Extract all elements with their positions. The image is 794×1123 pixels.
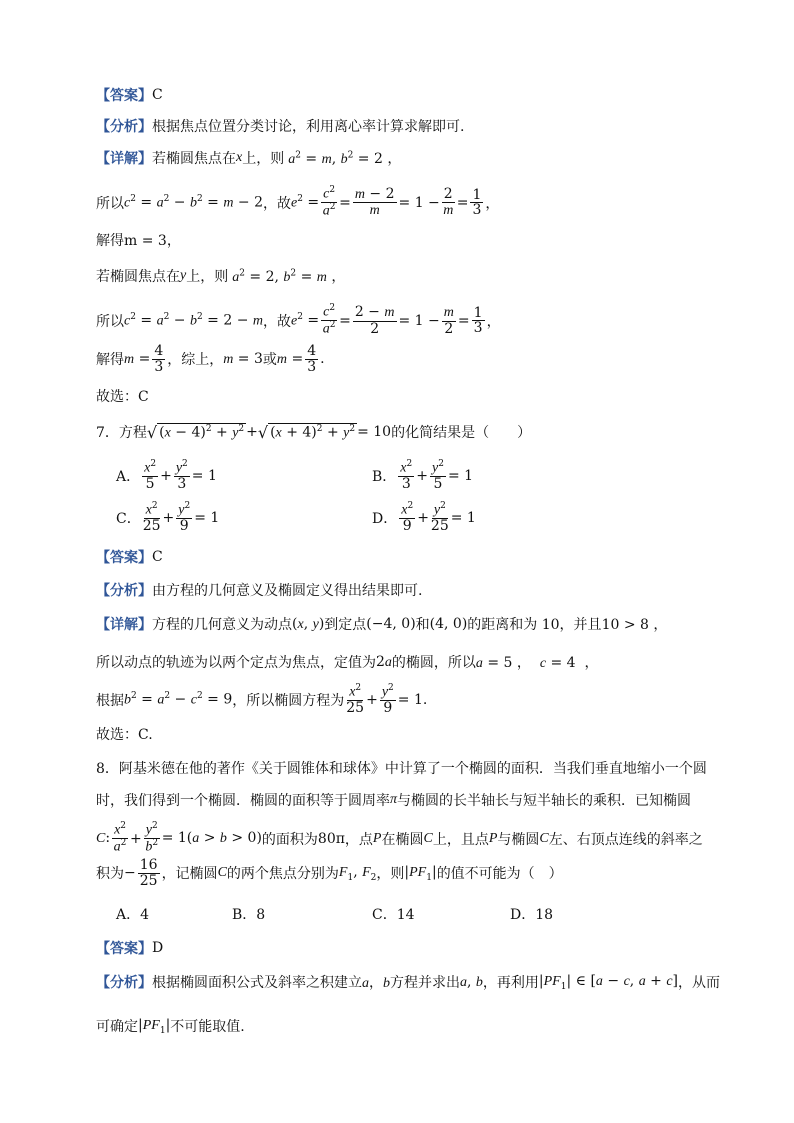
q7-option-a: A． $\frac{x^2}{5}$ + $\frac{y^2}{3}$ = 1 bbox=[116, 459, 217, 493]
q6-analysis-line bbox=[96, 116, 464, 136]
q8-stem-line3: C: $\frac{x^2}{a^2}$ + $\frac{y^2}{b^2}$ = 1(a > b > 0) 的面积为 80π ，点 P 在椭圆 C 上，且点 P 与椭圆 C 左、右顶点连线的斜率之 bbox=[96, 821, 703, 855]
q6-eq2-line: 所以 $c^2 = a^2 - b^2 = 2 - m$ ，故 $e^2$ = $\frac{c^2}{a^2}$ = $\frac{2 - m}{2}$ = 1 − $\frac{m}{2}$ = $\frac{1}{3}$ ， bbox=[96, 303, 501, 337]
q8-analysis-line2: 可确定 $|PF_1|$ 不可能取值. bbox=[96, 1016, 245, 1036]
q6-analysis: 根据焦点位置分类讨论，利用离心率计算求解即可. bbox=[152, 119, 465, 135]
q7-option-c: C． $\frac{x^2}{25}$ + $\frac{y^2}{9}$ = 1 bbox=[116, 501, 220, 535]
q6-solve2-line: 解得 m = $\frac{4}{3}$ ，综上， m = 3 或 m = $\frac{4}{3}$ . bbox=[96, 343, 325, 375]
q6-eq1-line: 所以 $c^2 = a^2 - b^2 = m - 2$ ，故 $e^2$ = $\frac{c^2}{a^2}$ = $\frac{m - 2}{m}$ = 1 − $\frac{2}{m}$ = $\frac{1}{3}$ ， bbox=[96, 185, 500, 219]
answer-tag: 【答案】 bbox=[96, 88, 152, 104]
q8-analysis-line: 【分析】 根据椭圆面积公式及斜率之积建立 a，b 方程并求出 a, b ，再利用 $|PF_1|$ ∈ [a − c, a + c] ，从而 bbox=[96, 972, 721, 992]
q7-line2: 所以动点的轨迹为以两个定点为焦点，定值为 2a 的椭圆，所以 a = 5 ， c = 4 ， bbox=[96, 653, 599, 671]
q8-option-a: A．4 bbox=[116, 907, 150, 923]
q7-choose-line: 故选：C. bbox=[96, 727, 153, 743]
q7-option-d: D． $\frac{x^2}{9}$ + $\frac{y^2}{25}$ = 1 bbox=[372, 501, 476, 535]
q6-choose-line: 故选：C bbox=[96, 389, 149, 405]
q7-stem: 7．方程 √ $(x - 4)^2 + y^2$ + √ $(x + 4)^2 + y^2$ = 10 的化简结果是（ ） bbox=[96, 422, 532, 442]
q7-analysis-line: 【分析】 由方程的几何意义及椭圆定义得出结果即可. bbox=[96, 583, 423, 599]
q6-answer: C bbox=[152, 87, 163, 103]
q8-stem-line1: 8．阿基米德在他的著作《关于圆锥体和球体》中计算了一个椭圆的面积．当我们垂直地缩小一个圆 bbox=[96, 761, 707, 777]
q8-option-c: C．14 bbox=[372, 907, 415, 923]
q6-solve-line: 解得 m = 3， bbox=[96, 233, 181, 249]
q8-answer-line: 【答案】 D bbox=[96, 940, 164, 957]
q8-stem-line2: 时，我们得到一个椭圆．椭圆的面积等于圆周率 π 与椭圆的长半轴长与短半轴长的乘积．已知椭圆 bbox=[96, 792, 692, 809]
detail-tag: 【详解】 bbox=[96, 151, 152, 167]
q6-answer-line bbox=[96, 85, 163, 105]
q6-detail-line: 【详解】 若椭圆焦点在 x 上，则 $a^2 = m$, $b^2 = 2$ ， bbox=[96, 150, 402, 167]
q7-answer-line: 【答案】 C bbox=[96, 549, 163, 566]
analysis-tag: 【分析】 bbox=[96, 119, 152, 135]
q8-option-d: D．18 bbox=[510, 907, 554, 923]
q7-option-b: B． $\frac{x^2}{3}$ + $\frac{y^2}{5}$ = 1 bbox=[372, 459, 474, 493]
q6-case2-line: 若椭圆焦点在 y 上，则 $a^2 = 2$, $b^2 = m$ ， bbox=[96, 268, 346, 285]
q7-detail-line: 【详解】 方程的几何意义为动点 (x, y) 到定点 (−4, 0) 和 (4, 0) 的距离和为 10，并且 10 > 8 ， bbox=[96, 615, 668, 633]
q7-line3: 根据 $b^2 = a^2 - c^2 = 9$ ，所以椭圆方程为 $\frac{x^2}{25}$ + $\frac{y^2}{9}$ = 1. bbox=[96, 683, 428, 717]
q8-option-b: B．8 bbox=[232, 907, 266, 923]
q8-stem-line4: 积为 − $\frac{16}{25}$ ，记椭圆 C 的两个焦点分别为 $F_1$, $F_2$ ，则 $|PF_1|$ 的值不可能为（ ） bbox=[96, 857, 563, 889]
